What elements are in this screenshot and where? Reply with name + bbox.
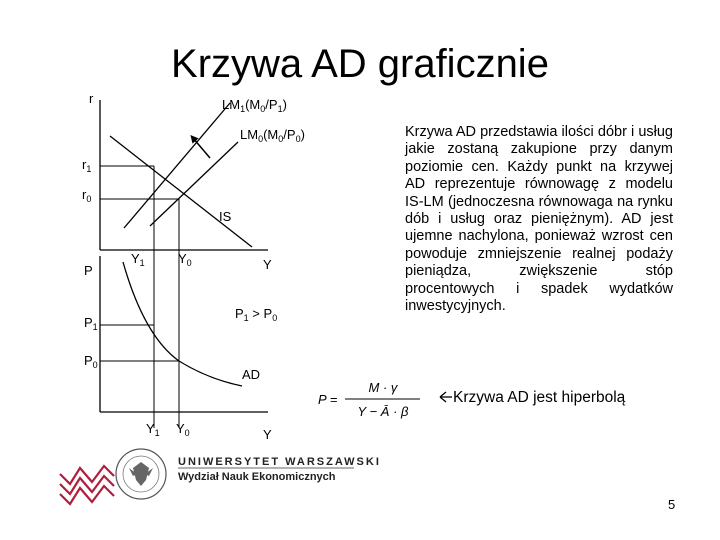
hyperbola-note: Krzywa AD jest hiperbolą	[453, 389, 626, 406]
slide-number: 5	[668, 497, 676, 512]
slide-title: Krzywa AD graficznie	[171, 42, 549, 86]
ad-y-axis-label: P	[84, 263, 93, 278]
ad-formula	[318, 380, 420, 419]
r1-tick-label: $r_1$	[82, 157, 92, 174]
formula-numerator: M · γ	[368, 380, 398, 395]
ad-description: Krzywa AD przedstawia ilości dóbr i usług jakie zostaną zakupione przy danym poziomie cen. Każdy punkt na krzywej AD reprezentuje równowagę z modelu IS-LM (jednoczesna równowaga na rynku dób i usług oraz pieniężnym). AD jest ujemne nachylona, ponieważ wzrost cen powoduje zmniejszenie realnej podaży pieniądza, zwiększenie stóp procentowych i spadek wydatków inwestycyjnych.	[405, 124, 673, 315]
university-seal-icon	[116, 449, 166, 499]
formula-denominator: Y − Ā · β	[357, 404, 409, 419]
faculty-name: Wydział Nauk Ekonomicznych	[178, 471, 336, 483]
ad-x-axis-label: Y	[263, 427, 272, 442]
faculty-logo-mark	[60, 466, 114, 504]
ad-curve-label: AD	[242, 367, 261, 382]
p0-tick-label: $P_0$	[84, 353, 98, 370]
is-curve	[110, 136, 252, 247]
y1-tick-label-upper: $Y_1$	[131, 251, 145, 268]
is-label: IS	[219, 209, 232, 224]
university-name: UNIWERSYTET WARSZAWSKI	[178, 456, 381, 468]
r0-tick-label: $r_0$	[82, 187, 92, 204]
lm0-label: $LM_0(M_0/P_0)$	[240, 127, 305, 144]
left-arrow-icon	[440, 392, 452, 402]
ad-curve	[123, 262, 242, 386]
lm1-label: $LM_1(M_0/P_1)$	[222, 97, 287, 114]
ad-panel	[84, 256, 277, 442]
is-lm-y-axis-label: r	[89, 91, 94, 106]
y1-tick-label-lower: $Y_1$	[146, 421, 160, 438]
is-lm-panel	[82, 91, 305, 428]
y0-tick-label-lower: $Y_0$	[176, 421, 190, 438]
y0-tick-label-upper: $Y_0$	[178, 251, 192, 268]
price-comparison: $P_1 > P_0$	[235, 306, 278, 323]
p1-tick-label: $P_1$	[84, 315, 98, 332]
formula-lhs: P =	[318, 392, 338, 407]
is-lm-x-axis-label: Y	[263, 257, 272, 272]
lm-shift-arrow	[193, 138, 210, 158]
